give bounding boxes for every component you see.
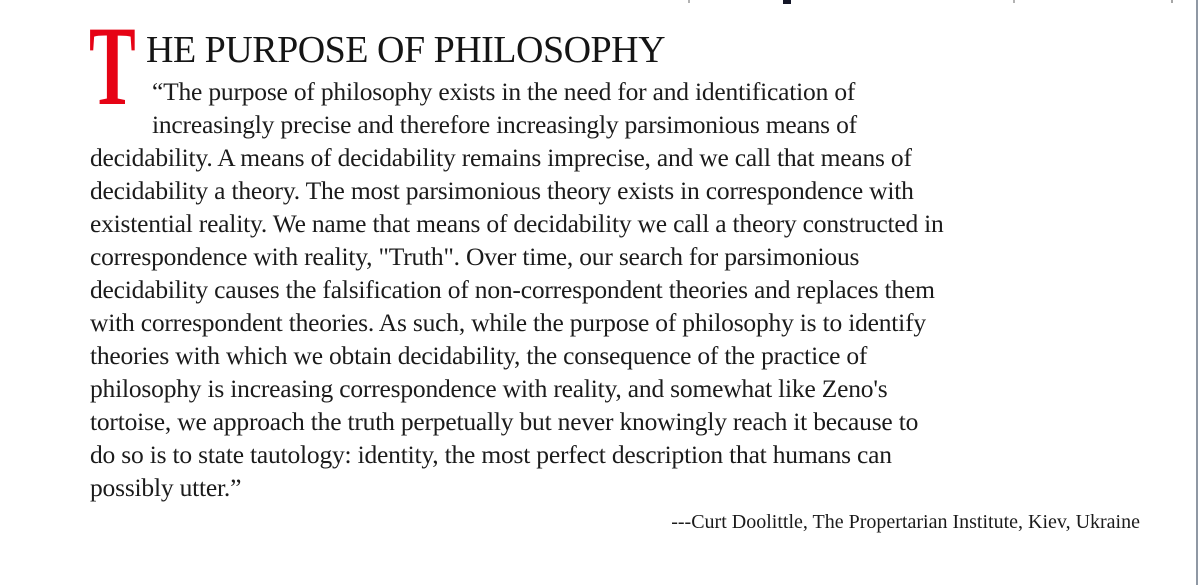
quote-line: increasingly precise and therefore increasingly parsimonious means of: [152, 110, 857, 139]
quote-line: decidability. A means of decidability remains imprecise, and we call that means of: [90, 143, 912, 172]
quote-line: existential reality. We name that means of decidability we call a theory constructed in: [90, 209, 944, 238]
cropped-text-remnant: [1013, 0, 1015, 3]
page-edge-divider: [1196, 0, 1198, 585]
quote-line: do so is to state tautology: identity, the most perfect description that humans can: [90, 440, 892, 469]
quote-line: tortoise, we approach the truth perpetually but never knowingly reach it because to: [90, 407, 919, 436]
quote-line: correspondence with reality, "Truth". Over time, our search for parsimonious: [90, 242, 860, 271]
quote-line: with correspondent theories. As such, while the purpose of philosophy is to identify: [90, 308, 926, 337]
attribution-line: ---Curt Doolittle, The Propertarian Institute, Kiev, Ukraine: [671, 511, 1140, 533]
quote-line: decidability causes the falsification of non-correspondent theories and replaces them: [90, 275, 935, 304]
quote-line: “The purpose of philosophy exists in the need for and identification of: [152, 77, 856, 106]
quote-line: philosophy is increasing correspondence with reality, and somewhat like Zeno's: [90, 374, 888, 403]
cropped-text-remnant: [783, 0, 791, 4]
quote-line: possibly utter.”: [90, 473, 242, 502]
quote-paragraph: [90, 75, 1152, 504]
dropcap-letter: T: [89, 4, 136, 129]
cropped-text-remnant: [688, 0, 690, 3]
quote-line: theories with which we obtain decidability, the consequence of the practice of: [90, 341, 868, 370]
page-title: HE PURPOSE OF PHILOSOPHY: [146, 29, 666, 71]
cropped-text-remnant: [1171, 0, 1173, 3]
quote-line: decidability a theory. The most parsimonious theory exists in correspondence with: [90, 176, 914, 205]
